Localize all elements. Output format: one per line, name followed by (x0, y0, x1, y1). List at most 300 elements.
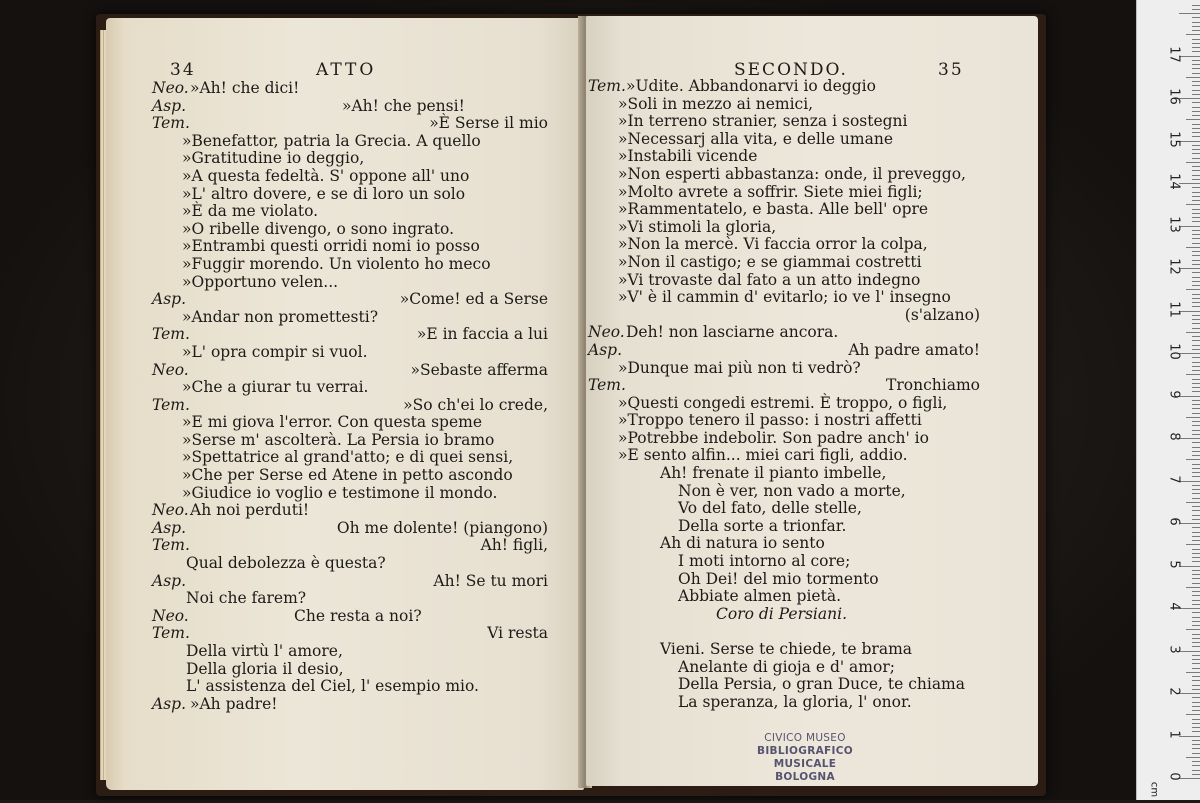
stamp-line-3: BOLOGNA (775, 771, 835, 783)
ruler-tick (1192, 634, 1200, 635)
speaker-label: Asp. (152, 694, 186, 713)
text-line (588, 113, 980, 131)
ruler-tick (1192, 668, 1200, 669)
verse-text: Vieni. Serse te chiede, te brama (660, 640, 913, 658)
ruler-tick (1179, 438, 1200, 439)
ruler-tick (1186, 502, 1200, 503)
ruler-number: 15 (1166, 130, 1182, 148)
verse-text: »L' altro dovere, e se di loro un solo (182, 184, 466, 203)
verse-text: »Vi stimoli la gloria, (618, 217, 777, 236)
text-line (152, 432, 548, 450)
ruler-tick (1192, 731, 1200, 732)
verse-text: »Giudice io voglio e testimone il mondo. (182, 483, 498, 502)
ruler-tick (1192, 413, 1200, 414)
ruler-tick (1192, 243, 1200, 244)
verse-text: »E in faccia a lui (416, 325, 548, 344)
text-line (588, 78, 980, 96)
ruler-tick (1192, 680, 1200, 681)
ruler-tick (1192, 43, 1200, 44)
ruler-tick (1192, 719, 1200, 720)
ruler-tick (1186, 629, 1200, 630)
ruler-tick (1192, 553, 1200, 554)
text-line (152, 467, 548, 485)
ruler-tick (1192, 476, 1200, 477)
verse-text: »Potrebbe indebolir. Son padre anch' io (618, 428, 929, 447)
ruler-tick (1192, 536, 1200, 537)
ruler-tick (1192, 697, 1200, 698)
ruler-unit-label: cm (1148, 781, 1160, 798)
ruler-tick (1192, 175, 1200, 176)
text-line (152, 203, 548, 221)
text-line (588, 360, 980, 378)
verse-text: »Entrambi questi orridi nomi io posso (182, 237, 480, 256)
ruler-tick (1192, 710, 1200, 711)
ruler-tick (1192, 213, 1200, 214)
ruler-tick (1192, 770, 1200, 771)
ruler-tick (1192, 132, 1200, 133)
right-page-header: SECONDO. (734, 60, 848, 80)
verse-text: Coro di Persiani. (716, 604, 848, 623)
left-page-number: 34 (170, 60, 196, 80)
text-line (152, 133, 548, 151)
ruler-tick (1192, 595, 1200, 596)
ruler-tick (1186, 544, 1200, 545)
ruler-tick (1192, 765, 1200, 766)
verse-text: Oh Dei! del mio tormento (678, 569, 879, 588)
ruler-number: 1 (1166, 729, 1182, 739)
ruler-tick (1192, 328, 1200, 329)
ruler-number: 11 (1166, 300, 1182, 318)
text-line (152, 573, 548, 591)
ruler-tick (1186, 332, 1200, 333)
ruler-tick (1192, 485, 1200, 486)
right-page-number: 35 (938, 60, 964, 80)
ruler-tick (1192, 744, 1200, 745)
ruler-tick (1192, 102, 1200, 103)
ruler-tick (1192, 447, 1200, 448)
verse-text: Ah! Se tu mori (433, 571, 548, 590)
verse-text: »In terreno stranier, senza i sostegni (618, 112, 908, 131)
verse-text: »Vi trovaste dal fato a un atto indegno (618, 270, 921, 289)
ruler-tick (1179, 481, 1200, 482)
ruler-tick (1192, 39, 1200, 40)
text-line (152, 80, 548, 98)
text-line (588, 571, 980, 589)
verse-text: »Udite. Abbandonarvi io deggio (626, 77, 876, 95)
ruler-tick (1192, 349, 1200, 350)
text-line (588, 307, 980, 325)
verse-text: »Fuggir morendo. Un violento ho meco (182, 254, 491, 273)
text-line (152, 150, 548, 168)
ruler-tick (1192, 723, 1200, 724)
text-line (588, 430, 980, 448)
ruler-tick (1192, 468, 1200, 469)
ruler-tick (1186, 417, 1200, 418)
ruler-tick (1192, 5, 1200, 6)
text-line (588, 412, 980, 430)
right-page (586, 16, 1038, 786)
ruler-tick (1186, 374, 1200, 375)
verse-text: »Soli in mezzo ai nemici, (618, 94, 814, 113)
ruler-tick (1192, 260, 1200, 261)
ruler-tick (1192, 519, 1200, 520)
left-page-text (152, 80, 548, 713)
ruler-tick (1192, 9, 1200, 10)
verse-text: »Non la mercè. Vi faccia orror la colpa, (618, 235, 928, 254)
ruler-tick (1192, 570, 1200, 571)
text-line (152, 362, 548, 380)
verse-text: »Ah padre! (190, 694, 278, 713)
speaker-label: Neo. (152, 79, 189, 97)
verse-text: »Ah! che pensi! (342, 96, 465, 115)
ruler-number: 2 (1166, 687, 1182, 696)
speaker-label: Tem. (152, 114, 190, 133)
text-line (588, 500, 980, 518)
verse-text: Vi resta (487, 624, 548, 643)
ruler-tick (1192, 425, 1200, 426)
speaker-label: Neo. (152, 606, 189, 625)
ruler-tick (1192, 706, 1200, 707)
text-line (152, 326, 548, 344)
speaker-label: Tem. (152, 325, 190, 344)
ruler-tick (1179, 693, 1200, 694)
ruler-tick (1192, 149, 1200, 150)
ruler-tick (1192, 294, 1200, 295)
ruler-tick (1192, 90, 1200, 91)
ruler-tick (1192, 26, 1200, 27)
text-line (588, 96, 980, 114)
ruler-number: 7 (1166, 474, 1182, 484)
ruler-tick (1192, 663, 1200, 664)
ruler-number: 0 (1166, 772, 1182, 781)
text-line (152, 256, 548, 274)
ruler-tick (1186, 459, 1200, 460)
text-line (588, 272, 980, 290)
text-line (588, 694, 980, 712)
ruler-tick (1192, 22, 1200, 23)
verse-text: »Gratitudine io deggio, (182, 149, 365, 168)
ruler-tick (1192, 336, 1200, 337)
verse-text: »Andar non promettesti? (182, 307, 378, 326)
left-page-header: ATTO (316, 60, 377, 80)
ruler-tick (1192, 281, 1200, 282)
ruler-tick (1192, 506, 1200, 507)
ruler-tick (1192, 17, 1200, 18)
text-line (588, 377, 980, 395)
text-line (588, 553, 980, 571)
ruler-tick (1192, 124, 1200, 125)
text-line (588, 535, 980, 553)
text-line (152, 397, 548, 415)
verse-text: »Molto avrete a soffrir. Siete miei figli; (618, 182, 923, 201)
ruler-tick (1192, 740, 1200, 741)
ruler-tick (1192, 464, 1200, 465)
verse-text: Che resta a noi? (294, 606, 422, 625)
speaker-label: Tem. (588, 77, 626, 95)
ruler-tick (1192, 702, 1200, 703)
ruler-number: 5 (1166, 559, 1182, 569)
text-line (152, 696, 548, 714)
ruler-tick (1192, 68, 1200, 69)
ruler-tick (1192, 583, 1200, 584)
ruler-tick (1192, 774, 1200, 775)
ruler-tick (1192, 323, 1200, 324)
ruler-tick (1192, 748, 1200, 749)
right-page-text (588, 78, 980, 711)
verse-text: »L' opra compir si vuol. (182, 342, 368, 361)
verse-text: Vo del fato, delle stelle, (678, 499, 862, 518)
ruler-tick (1192, 230, 1200, 231)
ruler-tick (1179, 353, 1200, 354)
ruler-tick (1192, 51, 1200, 52)
verse-text: »Benefattor, patria la Grecia. A quello (182, 131, 481, 150)
ruler-tick (1192, 451, 1200, 452)
ruler-tick (1192, 442, 1200, 443)
ruler-tick (1186, 34, 1200, 35)
ruler-tick (1192, 166, 1200, 167)
ruler-tick (1192, 549, 1200, 550)
ruler-tick (1192, 285, 1200, 286)
speaker-label: Neo. (588, 323, 625, 342)
verse-text: Della gloria il desio, (186, 659, 344, 678)
ruler-tick (1179, 268, 1200, 269)
ruler-tick (1192, 472, 1200, 473)
text-line (588, 148, 980, 166)
ruler-tick (1179, 141, 1200, 142)
text-line (588, 289, 980, 307)
verse-text: »Che a giurar tu verrai. (182, 378, 369, 397)
verse-text: »Questi congedi estremi. È troppo, o figli, (618, 393, 948, 412)
verse-text: Qual debolezza è questa? (186, 554, 386, 573)
verse-text: »Instabili vicende (618, 147, 758, 166)
ruler-tick (1192, 47, 1200, 48)
text-line (152, 115, 548, 133)
ruler-tick (1192, 400, 1200, 401)
text-line (152, 168, 548, 186)
ruler-tick (1192, 306, 1200, 307)
ruler-tick (1186, 757, 1200, 758)
ruler-tick (1192, 357, 1200, 358)
ruler-tick (1192, 362, 1200, 363)
text-line (588, 342, 980, 360)
ruler-tick (1179, 98, 1200, 99)
ruler-tick (1179, 311, 1200, 312)
text-line (152, 291, 548, 309)
ruler-tick (1192, 625, 1200, 626)
ruler-tick (1192, 209, 1200, 210)
ruler-tick (1192, 489, 1200, 490)
verse-text: Della sorte a trionfar. (678, 516, 847, 535)
text-line (152, 344, 548, 362)
text-line (152, 485, 548, 503)
text-line (152, 555, 548, 573)
verse-text: »Non esperti abbastanza: onde, il preveggo, (618, 164, 966, 183)
ruler-tick (1192, 761, 1200, 762)
verse-text: Ah di natura io sento (660, 534, 825, 553)
verse-text: Della virtù l' amore, (186, 642, 343, 660)
speaker-label: Asp. (152, 290, 186, 309)
ruler-tick (1186, 714, 1200, 715)
ruler-tick (1192, 621, 1200, 622)
verse-text: Anelante di gioja e d' amor; (678, 657, 895, 676)
ruler-tick (1192, 408, 1200, 409)
ruler-number: 10 (1166, 343, 1182, 360)
text-line (152, 608, 548, 626)
ruler-tick (1192, 366, 1200, 367)
ruler-tick (1192, 85, 1200, 86)
ruler-tick (1192, 430, 1200, 431)
ruler-tick (1192, 298, 1200, 299)
text-line (588, 483, 980, 501)
verse-text: Ah! figli, (480, 536, 548, 555)
ruler-tick (1192, 676, 1200, 677)
ruler-tick (1192, 642, 1200, 643)
speaker-label: Asp. (588, 340, 622, 359)
ruler-tick (1192, 192, 1200, 193)
speaker-label: Tem. (152, 536, 190, 555)
verse-text: Oh me dolente! (piangono) (336, 518, 548, 537)
speaker-label: Asp. (152, 96, 186, 115)
speaker-label: Asp. (152, 518, 186, 537)
text-line (588, 659, 980, 677)
ruler-tick (1192, 60, 1200, 61)
ruler-number: 13 (1166, 215, 1182, 233)
text-line (588, 236, 980, 254)
ruler-number: 14 (1166, 173, 1182, 190)
verse-text: Abbiate almen pietà. (678, 587, 841, 606)
ruler-tick (1192, 234, 1200, 235)
ruler-tick (1186, 672, 1200, 673)
speaker-label: Tem. (152, 395, 190, 414)
ruler-tick (1192, 383, 1200, 384)
verse-text: Della Persia, o gran Duce, te chiama (678, 675, 965, 694)
ruler-tick (1192, 370, 1200, 371)
verse-text: »Serse m' ascolterà. La Persia io bramo (182, 430, 495, 449)
ruler-tick (1192, 655, 1200, 656)
ruler-tick (1192, 527, 1200, 528)
ruler-tick (1192, 158, 1200, 159)
text-line (588, 518, 980, 536)
ruler-tick (1192, 434, 1200, 435)
ruler-tick (1192, 659, 1200, 660)
measuring-ruler (1136, 0, 1200, 800)
ruler-number: 4 (1166, 602, 1182, 611)
text-line (152, 678, 548, 696)
ruler-tick (1179, 778, 1200, 779)
text-line (152, 625, 548, 643)
ruler-tick (1179, 736, 1200, 737)
ruler-tick (1192, 493, 1200, 494)
ruler-number: 12 (1166, 258, 1182, 275)
ruler-tick (1192, 302, 1200, 303)
ruler-tick (1179, 13, 1200, 14)
verse-text: »Dunque mai più non ti vedrò? (618, 358, 861, 377)
ruler-tick (1179, 56, 1200, 57)
text-line (588, 201, 980, 219)
stamp-line-1: CIVICO MUSEO (764, 732, 846, 744)
ruler-tick (1179, 183, 1200, 184)
ruler-tick (1192, 510, 1200, 511)
ruler-tick (1192, 379, 1200, 380)
verse-text: »Ah! che dici! (190, 79, 300, 97)
ruler-tick (1192, 115, 1200, 116)
ruler-tick (1192, 153, 1200, 154)
text-line (152, 98, 548, 116)
ruler-tick (1192, 612, 1200, 613)
verse-text: Deh! non lasciarne ancora. (626, 323, 839, 342)
ruler-tick (1192, 574, 1200, 575)
ruler-tick (1192, 170, 1200, 171)
ruler-tick (1186, 204, 1200, 205)
ruler-tick (1192, 145, 1200, 146)
verse-text: Ah! frenate il pianto imbelle, (660, 464, 887, 483)
ruler-tick (1192, 221, 1200, 222)
ruler-number: 3 (1166, 644, 1182, 654)
text-line (588, 588, 980, 606)
text-line (588, 623, 980, 641)
verse-text: »Sebaste afferma (410, 360, 548, 379)
ruler-tick (1192, 217, 1200, 218)
speaker-label: Neo. (152, 360, 189, 379)
ruler-tick (1192, 638, 1200, 639)
verse-text: »Come! ed a Serse (399, 290, 548, 309)
text-line (588, 465, 980, 483)
verse-text: Tronchiamo (886, 376, 980, 395)
speaker-label: Tem. (152, 624, 190, 643)
ruler-tick (1192, 238, 1200, 239)
ruler-tick (1192, 73, 1200, 74)
ruler-tick (1192, 340, 1200, 341)
ruler-tick (1192, 251, 1200, 252)
ruler-number: 16 (1166, 88, 1182, 105)
text-line (152, 537, 548, 555)
ruler-tick (1192, 727, 1200, 728)
ruler-tick (1186, 162, 1200, 163)
ruler-tick (1192, 557, 1200, 558)
text-line (152, 414, 548, 432)
library-stamp (730, 732, 880, 784)
text-line (588, 219, 980, 237)
speaker-label: Asp. (152, 571, 186, 590)
ruler-number: 9 (1166, 389, 1182, 399)
ruler-tick (1192, 272, 1200, 273)
ruler-number: 8 (1166, 432, 1182, 441)
text-line (588, 324, 980, 342)
verse-text: »Non il castigo; e se giammai costretti (618, 252, 922, 271)
ruler-tick (1192, 404, 1200, 405)
verse-text: (s'alzano) (904, 305, 980, 324)
ruler-tick (1179, 651, 1200, 652)
text-line (152, 590, 548, 608)
text-line (588, 184, 980, 202)
verse-text: Ah padre amato! (848, 340, 980, 359)
ruler-tick (1192, 578, 1200, 579)
text-line (152, 309, 548, 327)
speaker-label: Neo. (152, 501, 189, 520)
verse-text: Noi che farem? (186, 589, 307, 608)
text-line (588, 131, 980, 149)
verse-text: »Opportuno velen... (182, 272, 339, 291)
verse-text: »E sento alfin... miei cari figli, addio. (618, 446, 908, 465)
text-line (152, 520, 548, 538)
ruler-tick (1192, 187, 1200, 188)
ruler-tick (1192, 455, 1200, 456)
text-line (152, 449, 548, 467)
text-line (152, 274, 548, 292)
verse-text: »È da me violato. (182, 202, 319, 221)
ruler-tick (1192, 387, 1200, 388)
ruler-tick (1192, 345, 1200, 346)
